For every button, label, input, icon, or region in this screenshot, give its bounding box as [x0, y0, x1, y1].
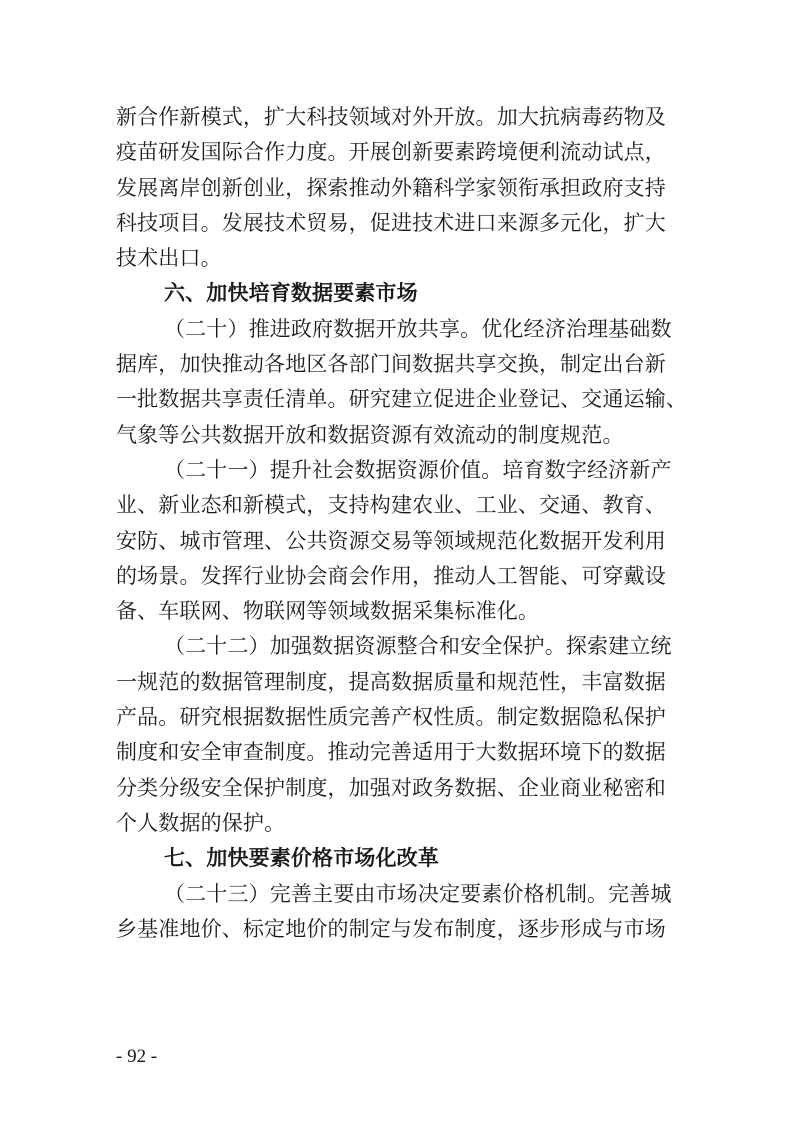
paragraph-line: 疫苗研发国际合作力度。开展创新要素跨境便利流动试点，	[116, 140, 666, 165]
paragraph-line: 分类分级安全保护制度，加强对政务数据、企业商业秘密和	[116, 775, 666, 800]
page-number: - 92 -	[116, 1046, 158, 1067]
paragraph-line: 个人数据的保护。	[116, 810, 286, 835]
section-heading: 七、加快要素价格市场化改革	[164, 846, 439, 871]
paragraph-line: 发展离岸创新创业，探索推动外籍科学家领衔承担政府支持	[116, 175, 666, 200]
paragraph-line: 新合作新模式，扩大科技领域对外开放。加大抗病毒药物及	[116, 105, 666, 129]
paragraph-line: 安防、城市管理、公共资源交易等领域规范化数据开发利用	[116, 528, 666, 553]
paragraph-line: 据库，加快推动各地区各部门间数据共享交换，制定出台新	[116, 352, 666, 377]
paragraph-line: 制度和安全审查制度。推动完善适用于大数据环境下的数据	[116, 740, 666, 765]
paragraph-line: 的场景。发挥行业协会商会作用，推动人工智能、可穿戴设	[116, 563, 666, 588]
paragraph-line: 一批数据共享责任清单。研究建立促进企业登记、交通运输、	[116, 387, 688, 412]
paragraph-line: 产品。研究根据数据性质完善产权性质。制定数据隐私保护	[116, 705, 666, 730]
paragraph-line: 科技项目。发展技术贸易，促进技术进口来源多元化，扩大	[116, 210, 666, 235]
paragraph-line: 乡基准地价、标定地价的制定与发布制度，逐步形成与市场	[116, 916, 666, 941]
section-heading: 六、加快培育数据要素市场	[164, 281, 418, 306]
paragraph-line: （二十二）加强数据资源整合和安全保护。探索建立统	[164, 634, 672, 659]
paragraph-line: 业、新业态和新模式，支持构建农业、工业、交通、教育、	[116, 493, 666, 518]
paragraph-line: （二十）推进政府数据开放共享。优化经济治理基础数	[164, 316, 672, 341]
paragraph-line: （二十一）提升社会数据资源价值。培育数字经济新产	[164, 457, 672, 482]
paragraph-line: 气象等公共数据开放和数据资源有效流动的制度规范。	[116, 422, 624, 447]
paragraph-line: 技术出口。	[116, 246, 222, 271]
body-text	[116, 100, 688, 947]
paragraph-line: 一规范的数据管理制度，提高数据质量和规范性，丰富数据	[116, 669, 666, 694]
paragraph-line: 备、车联网、物联网等领域数据采集标准化。	[116, 599, 539, 624]
paragraph-line: （二十三）完善主要由市场决定要素价格机制。完善城	[164, 881, 672, 906]
